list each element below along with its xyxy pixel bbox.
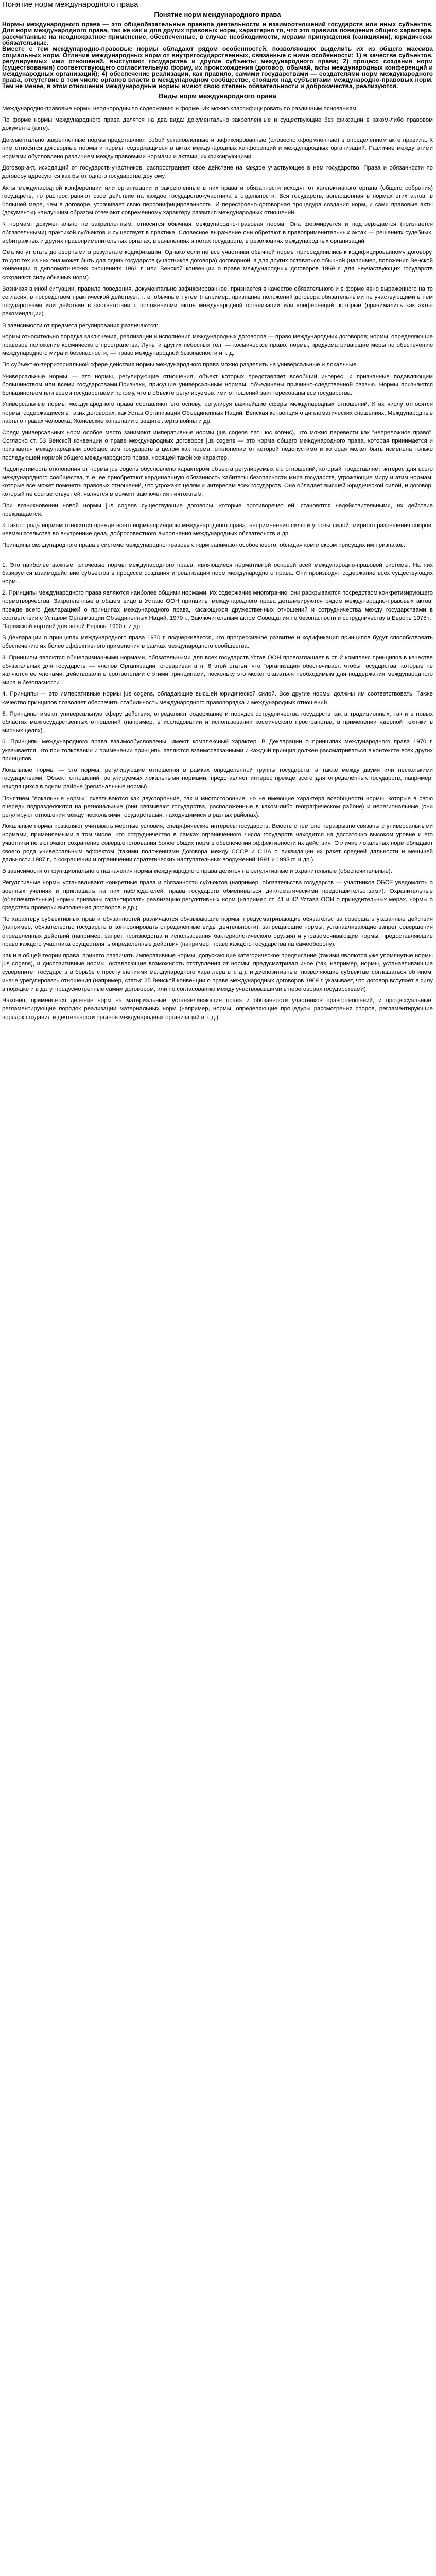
page [0,0,436,1030]
body-paragraph: К такого рода нормам относятся прежде всего нормы-принципы международного права: неприменения силы и угрозы силой, мирного разрешения споров, невмешательства во внутренние дела, добросовестного выполнения международных обязательств и др. [2,522,433,537]
body-paragraph: Универсальные нормы международного права составляют его основу, регулируя важнейшие сферы международных отношений. К их числу относятся нормы, содержащиеся в таких договорах, как Устав Организации Объединенных Наций, Венская конвенция о дипломатических сношениях, Международные пакты о правах человека, Женевские конвенции о защите жертв войны и др. [2,401,433,425]
body-paragraph: Как и в общей теории права, принято различать императивные нормы, допускающие категорическое предписание (такими являются уже упомянутые нормы jus cogens), и диспозитивные нормы, оставляющие возможность отступления от нормы, предусматривая иное (так, например, нормы, устанавливающие суверенитет государств в борьбе с преступлениями международного характера в т. д.), и диспозитивные, позволяющие субъектам соглашаться об ином, иначе урегулировать отношения (например, статья 25 Венской конвенции о праве международных договоров 1969 г. указывает, что договор вступает в силу в порядке и в дату, предусмотренные самим договором, или по согласованию между участвовавшими в переговорах государствами). [2,953,433,992]
intro-block [2,21,433,89]
main-heading: Понятие норм международного права [154,11,281,19]
body-paragraph: Документально закрепленные нормы представляют собой установленные и зафиксированные (словесно оформленные) в определенном акте правила. К ним относятся договорные нормы и нормы, содержащиеся в актах международных конференций и международных организаций. Различие между этими нормами обусловлено различием между правовыми нормами и актами, их фиксирующими. [2,137,433,160]
body-paragraph: Локальные нормы позволяют учитывать местные условия, специфические интересы государств. Вместе с тем оно неразрывно связаны с универсальными нормами, применяемыми в том числе, что сотрудничество в рамках ограниченного числа государств находится на достаточно высоком уровне и его участники не включают сохранение совершенствования более общих норм в обеспечении эффективности их действия. Отличие локальных норм обладают своего рода универсальным эффектом (такими положениями Договора между СССР и США о ликвидации их ракет средней дальности и меньшей дальности 1987 г., о сокращении и ограничении стратегических наступательных вооружений 1991 и 1993 гг. и др.). [2,823,433,863]
section-heading-types: Виды норм международного права [159,92,276,100]
body-paragraph: Регулятивные нормы устанавливают конкретные права и обязанности субъектов (например, обязательства государств — участников ОБСЕ уведомлять о военных учениях и приглашать на них наблюдателей, права государств обмениваться дипломатическими представительствами). Охранительные (обеспечительные) нормы призваны гарантировать реализацию регулятивных норм (например ст. 41 и 42 Устава ООН о принудительных мерах, нормы о средствах проверки выполнения договоров и др.). [2,879,433,911]
body-paragraph: В зависимости от предмета регулирования различаются: [2,322,158,329]
body-paragraph: Понятием "локальные нормы" охватываются как двусторонние, так и многосторонние, но не имеющие характера всеобщности нормы, которые в свою очередь подразделяются на региональные (они связывают государства, расположенные в каком-либо географическом районе) и нерегиональные (они регулируют отношения между несколькими государствами, находящимися в разных районах). [2,795,433,819]
body-paragraph: 5. Принципы имеют универсальную сферу действия, определяют содержание и порядок сотрудничества государств как в традиционных, так и в новых областях межгосударственных отношений (например, в исследовании и использовании космического пространства, в применении ядерной техники в мирных целях). [2,710,433,734]
body-paragraph: Принципы международного права в системе международно-правовых норм занимают особое место, обладая комплексом присущих им признаков: [2,542,405,549]
body-paragraph: 1. Это наиболее важные, ключевые нормы международного права, являющиеся нормативной основой всей международно-правовой системы. На них базируется взаимодействие субъектов в процессе создания и реализации норм международного права. Они производят содержание всех существующих норм. [2,562,433,585]
body-paragraph: При возникновении новой нормы jus cogens существующие договоры, которые противоречат ей, становятся недействительными, их действие прекращается. [2,502,433,517]
body-paragraph: 3. Принципы являются общепризнанными нормами, обязательными для всех государств.Устав ООН провозглашает в ст. 2 комплекс принципов в качестве обязательных для государств — членов Организации, оговаривая в п. 6 этой статьи, что "организация обеспечивает, чтобы государства, которые не являются ее членами, действовали в соответствии с этими принципами, поскольку это может оказаться необходимым для поддержания международного мира и безопасности". [2,654,433,686]
intro-paragraph: Нормы международного права — это общеобязательные правила деятельности и взаимоотношений государств или иных субъектов. Для норм международного права, так же как и для других правовых норм, характерно то, что это правила поведения общего характера, рассчитанные на неоднократное применение, обеспеченные, в случае необходимости, мерами принуждения (санкциями), юридически обязательные. [2,21,433,46]
body-paragraph: Универсальные нормы — это нормы, регулирующие отношения, объект которых представляет всеобщий интерес, и признанные подавляющим большинством или всеми государствами.Признаки, присущие универсальным нормам, объединены причинно-следственной связью. Нормы признаются большинством или всеми государствами потому, что в объекте регулируемых ими отношений заинтересованы все государства. [2,373,433,397]
body-paragraph: Договор-акт, исходящий от государств-участников, распространяет свое действие на каждое участвующее в нем государство. Права и обязанности по договору адресуются как бы от одного государства другому. [2,165,433,180]
body-paragraph: Международно-правовые нормы неоднородны по содержанию и форме. Их можно классифицировать по различным основаниям. [2,106,358,112]
body-paragraph: К нормам, документально не закрепленным, относится обычная международно-правовая норма. Она формируется и подтверждается (признается обязательными) практикой субъектов и существует в практике. Словесное выражение они обретают в правоприменительных актах — решениях судебных, арбитражных и других правоприменительных органах, в заявлениях и нотах государств, в резолюциях международных организаций. [2,221,433,244]
article-body [2,105,433,1022]
body-paragraph: По характеру субъективных прав и обязанностей различаются обязывающие нормы, предусматривающие обязательства совершать указанные действия (например, обязательство государств в контролировать определенные виды деятельности), запрещающие нормы, устанавливающие запрет совершения определенных действий (например, запрет производства и использования бактериологического оружия) и управомочивающие нормы, предоставляющие право каждого участника осуществлять определенные действия (например, право каждого государства на самооборону). [2,916,433,947]
body-paragraph: По форме нормы международного права делятся на два вида: документально закрепленные и существующие без фиксации в каком-либо правовом документе (акте). [2,117,433,132]
body-paragraph: Среди универсальных норм особое место занимают императивные нормы (jus cogens лат.: юс когенс), что можно перевести как "непреложное право". Согласно ст. 53 Венской конвенции о праве международных договоров jus cogens — это норма общего международного права, которая принимается и признается международным сообществом государств в целом как норма, отклонение от которой недопустимо и которая может быть изменена только последующей нормой общего международного права, носящей такой же характер. [2,429,433,461]
body-paragraph: 2. Принципы международного права являются наиболее общими нормами. Их содержание многогранно; они раскрываются посредством конкретизирующего нормотворчества. Закрепленные в общем виде в Уставе ООН принципы международного права детализируются рядом международно-правовых актов, прежде всего Декларацией о принципах международного права, касающихся дружественных отношений и сотрудничества между государствами в соответствии с Уставом Организации Объединенных Наций, 1970 г., Заключительным актом Совещания по безопасности и сотрудничеству в Европе 1975 г., Парижской хартией для новой Европы 1990 г. и др. [2,590,433,630]
body-paragraph: Наконец, применяется деление норм на материальные, устанавливающие права и обязанности участников правоотношений, и процессуальные, регламентирующие порядок реализации материальных норм (например, нормы, определяющие процедуры рассмотрения споров, регламентирующие порядок создания и деятельности органов международных организаций и т. д.). [2,997,433,1021]
body-paragraph: По субъектно-территориальной сфере действия нормы международного права можно разделить на универсальные и локальные. [2,362,358,368]
body-paragraph: Ома могут стать договорными в результате кодификации. Однако если не все участники обычной нормы присоединились к кодифицированному договору, то для тех из них она может быть для одних государств (участников договора) договорной, а для других оставаться обычной (например, положения Венской конвенции о дипломатических сношениях 1961 г. или Венской конвенции о праве международных договоров 1969 г. для неучаствующих государств сохраняют силу обычных норм). [2,249,433,281]
body-paragraph: 4. Принципы — это императивные нормы jus cogens, обладающие высшей юридической силой. Все другие нормы должны им соответствовать. Также качество принципов позволяет обеспечить стабильность международного правопорядка и международных отношений. [2,691,433,706]
body-paragraph: Возникая в иной ситуации, правило поведения, документально зафиксированное, признается в качестве обязательного и в форме явно выраженного на то согласия, в посредством практической действует, т. е. обычным путем (например, признание положений договора обязательными не участвующими в нем государствами или действие в соответствии с положениями актов международной организации или конференций, которые (принимались как акты-рекомендации). [2,285,433,317]
body-paragraph: нормы относительно порядка заключения, реализации и исполнения международных договоров — право международных договоров; нормы, определяющие правовое положение космического пространства. Луны и других небесных тел, — космическое право; нормы, предусматривающие меры по обеспечению международного мира и безопасности, — право международной безопасности и т. д. [2,333,433,357]
body-paragraph: Недопустимость отклонения от нормы jus cogens обусловлено характером объекта регулируемых ею отношений, который представляет интерес для всего международного сообщества, т. е. ее приобретают кардинальную обязанность хабитаты безопасности мира государств, угрожающие миру и этим нормам, которые все может поменять правовых отношений, что угрожают целям и интересам всех государств. Она обладает высшей юридической силой, и договор, который не соответствует ей, является в момент заключения ничтожным. [2,466,433,498]
document-title: Понятие норм международного права [2,0,138,9]
body-paragraph: В зависимости от функционального назначения нормы международного права делятся на регулятивные и охранительные (обеспечительные). [2,868,392,875]
intro-paragraph: Вместе с тем международно-правовые нормы обладают рядом особенностей, позволяющих выделить их из общего массива социальных норм. Отличие международных норм от внутригосударственных, связанные с ними особенности: 1) в качестве субъектов, регулируемых ими отношений, выступают государства и другие субъекты международного права; 2) процесс создания норм (существования) соответствующего согласительную форму, их происхождения (договор, обычай, акты международных конференций и международных организаций); 4) обеспечение реализации, как правило, самими государствами — создателями норм международного права, отсутствие в том числе органов власти в международном сообществе, стоящих над субъектами международно-правовых норм. Тем не менее, в этом отношении международные нормы имеют свою степень обязательности и доброкачества, реализуются. [2,45,433,90]
body-paragraph: Акты международной конференции или организации и закрепленные в них права и обязанности исходят от коллективного органа (общего собрания) государств, но распространяют свое действие на каждое государство-участника в отдельности. Вся государств, воплощенная в нормах этих актов, в большей мере, чем в договоре, утрачивает свою персонифицированность. И перестроено-договорная процедура создания норм, и сами правовые акты (документы) наилучшим образом отвечают современному характеру развития международных отношений. [2,184,433,216]
body-paragraph: В Декларации о принципах международного права 1970 г. подчеркивается, что прогрессивное развитие и кодификация принципов будут способствовать обеспечению их более эффективного применения в рамках международного сообщества. [2,635,433,650]
body-paragraph: 6. Принципы международного права взаимообусловлены, имеют комплексный характер. В Декларации о принципах международного права 1970 г. указывается, что при толковании и применении принципы являются взаимосвязанными и каждый принцип должен рассматриваться в контексте всех других принципов. [2,739,433,762]
body-paragraph: Локальные нормы — это нормы, регулирующие отношения в рамках определенной группы государств, а также между двумя или несколькими государствами. Объект отношений, регулируемых локальными нормами, представляет интерес прежде всего для определенных государств, например, находящихся в одном районе (региональные нормы). [2,767,433,790]
